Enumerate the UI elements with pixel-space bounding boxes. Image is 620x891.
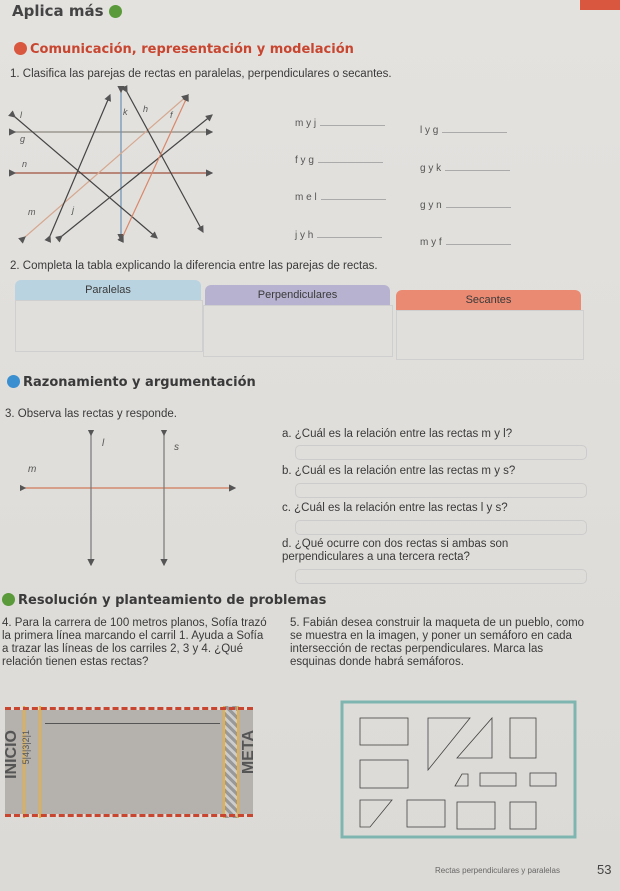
header-title: Aplica más xyxy=(12,2,104,20)
label-s: s xyxy=(174,442,179,453)
label-m: m xyxy=(28,464,37,475)
question-1: 1. Clasifica las parejas de rectas en paralelas, perpendiculares o secantes. xyxy=(10,68,392,80)
town-map xyxy=(340,700,580,840)
race-track xyxy=(3,710,257,814)
footer-chapter: Rectas perpendiculares y paralelas xyxy=(435,866,560,875)
answer-line[interactable] xyxy=(446,244,511,245)
block xyxy=(360,800,392,827)
line-m xyxy=(25,95,188,237)
table-cell-secantes[interactable] xyxy=(396,310,584,360)
section2-title: Razonamiento y argumentación xyxy=(7,375,256,390)
question-3c: c. ¿Cuál es la relación entre las rectas l y s? xyxy=(282,502,508,514)
page-header xyxy=(12,2,125,20)
block xyxy=(455,774,468,786)
start-label: INICIO xyxy=(3,730,20,779)
block xyxy=(457,718,492,758)
question-2: 2. Completa la tabla explicando la diferencia entre las parejas de rectas. xyxy=(10,260,378,272)
block xyxy=(457,802,495,829)
table-header-paralelas: Paralelas xyxy=(15,280,201,300)
lane-1-line xyxy=(45,723,220,724)
answer-box-b[interactable] xyxy=(295,483,587,498)
block xyxy=(510,718,536,758)
finish-line xyxy=(223,706,239,818)
pair-item: m y f xyxy=(420,237,511,248)
lines-diagram-1 xyxy=(0,85,260,245)
label-n: n xyxy=(22,159,28,169)
answer-line[interactable] xyxy=(321,199,386,200)
answer-line[interactable] xyxy=(318,162,383,163)
line-l xyxy=(15,117,157,238)
pair-item: m e l xyxy=(295,192,386,203)
table-header-perpendiculares: Perpendiculares xyxy=(205,285,390,305)
line-f xyxy=(123,95,188,236)
label-k: k xyxy=(123,107,128,117)
table-cell-perpendiculares[interactable] xyxy=(203,305,393,357)
label-l: l xyxy=(102,438,105,449)
corner-tab xyxy=(580,0,620,10)
label-l: l xyxy=(20,110,22,120)
label-h: h xyxy=(143,104,149,114)
answer-box-c[interactable] xyxy=(295,520,587,535)
question-3: 3. Observa las rectas y responde. xyxy=(5,408,177,420)
lines-diagram-2 xyxy=(20,430,245,570)
block xyxy=(510,802,536,829)
answer-line[interactable] xyxy=(320,125,385,126)
answer-line[interactable] xyxy=(317,237,382,238)
block xyxy=(360,718,408,745)
puzzle-icon xyxy=(2,593,15,606)
table-header-secantes: Secantes xyxy=(396,290,581,310)
pair-item: g y k xyxy=(420,163,510,174)
label-j: j xyxy=(72,205,74,215)
finish-label: META xyxy=(240,730,257,775)
block xyxy=(407,800,445,827)
lane-numbers: 5|4|3|2|1 xyxy=(21,730,31,765)
pair-item: f y g xyxy=(295,155,383,166)
block xyxy=(480,773,516,786)
header-badge-icon xyxy=(109,5,122,18)
pair-item: m y j xyxy=(295,118,385,129)
pair-item: l y g xyxy=(420,125,507,136)
question-4: 4. Para la carrera de 100 metros planos, Sofía trazó la primera línea marcando el carril 1. Ayuda a Sofía a trazar las líneas de los carriles 2, 3 y 4. ¿Qué relación tienen estas rectas? xyxy=(2,617,267,668)
answer-line[interactable] xyxy=(445,170,510,171)
label-m: m xyxy=(28,207,36,217)
pair-item: g y n xyxy=(420,200,511,211)
section3-title: Resolución y planteamiento de problemas xyxy=(2,593,326,608)
question-5: 5. Fabián desea construir la maqueta de un pueblo, como se muestra en la imagen, y poner un semáforo en cada intersección de rectas perpendiculares. Marca las esquinas donde habrá semáforos. xyxy=(290,617,585,668)
answer-box-d[interactable] xyxy=(295,569,587,584)
pair-item: j y h xyxy=(295,230,382,241)
answer-line[interactable] xyxy=(442,132,507,133)
line-extra xyxy=(50,95,110,236)
block xyxy=(428,718,470,770)
answer-line[interactable] xyxy=(446,207,511,208)
line-h xyxy=(127,92,203,232)
section1-title: Comunicación, representación y modelación xyxy=(14,42,354,57)
track-border-bottom xyxy=(5,814,253,817)
question-3b: b. ¿Cuál es la relación entre las rectas m y s? xyxy=(282,465,516,477)
label-g: g xyxy=(20,134,26,144)
label-f: f xyxy=(170,110,173,120)
question-3d: d. ¿Qué ocurre con dos rectas si ambas son perpendiculares a una tercera recta? xyxy=(282,538,509,563)
page-number: 53 xyxy=(597,862,612,877)
track-border-top xyxy=(5,707,253,710)
table-cell-paralelas[interactable] xyxy=(15,300,203,352)
compass-icon xyxy=(14,42,27,55)
answer-box-a[interactable] xyxy=(295,445,587,460)
block xyxy=(530,773,556,786)
block xyxy=(360,760,408,788)
question-3a: a. ¿Cuál es la relación entre las rectas m y l? xyxy=(282,428,513,440)
speech-bubble-icon xyxy=(7,375,20,388)
